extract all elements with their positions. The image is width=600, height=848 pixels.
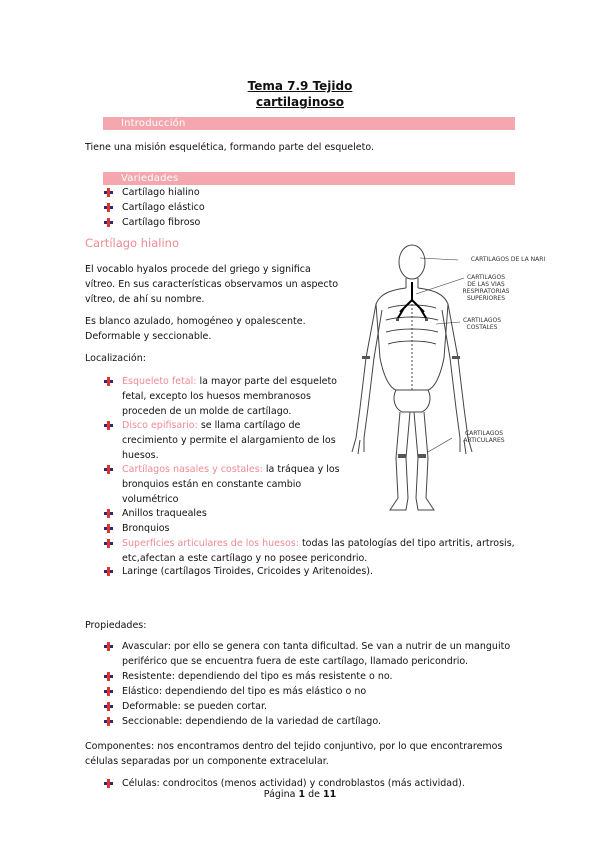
list-item: Resistente: dependiendo del tipo es más resistente o no. bbox=[122, 671, 393, 682]
figure-label-nari: CARTILAGOS DE LA NARI bbox=[470, 256, 546, 263]
figure-label-articulares: CARTILAGOS ARTICULARES bbox=[463, 430, 505, 444]
title-line-2: cartilaginoso bbox=[255, 95, 345, 109]
list-item: Deformable: se pueden cortar. bbox=[122, 701, 268, 712]
list-item: Laringe (cartílagos Tiroides, Cricoides y Aritenoides). bbox=[122, 566, 374, 577]
propiedades-label: Propiedades: bbox=[85, 620, 147, 631]
bullet-icon bbox=[104, 203, 114, 213]
bullet-icon bbox=[104, 687, 114, 697]
list-item-cont: huesos. bbox=[122, 450, 159, 461]
bullet-icon bbox=[104, 465, 114, 475]
title-line-1: Tema 7.9 Tejido bbox=[247, 79, 353, 93]
band-label-variedades: Variedades bbox=[121, 173, 179, 184]
list-item: Células: condrocitos (menos actividad) y condroblastos (más actividad). bbox=[122, 778, 465, 789]
bullet-icon bbox=[104, 509, 114, 519]
bullet-icon bbox=[104, 717, 114, 727]
paragraph-line: vítreo, de ahí su nombre. bbox=[85, 294, 205, 305]
section-band-intro bbox=[103, 117, 515, 130]
section-band-variedades bbox=[103, 172, 515, 185]
figure-label-vias: CARTILAGOS DE LAS VIAS RESPIRATORIAS SUPERIORES bbox=[462, 274, 510, 302]
page-footer: Página 1 de 11 bbox=[263, 789, 337, 800]
list-item: Superficies articulares de los huesos: todas las patologías del tipo artritis, artrosis, bbox=[122, 538, 515, 549]
section-heading-hialino: Cartílago hialino bbox=[85, 236, 179, 250]
band-label-intro: Introducción bbox=[121, 118, 186, 129]
list-item: Disco epifisario: se llama cartílago de bbox=[122, 420, 301, 431]
list-item: Bronquios bbox=[122, 523, 170, 534]
list-item: Cartílago fibroso bbox=[122, 217, 201, 228]
list-item: Anillos traqueales bbox=[122, 508, 207, 519]
list-item-cont: proceden de un molde de cartílago. bbox=[122, 406, 292, 417]
paragraph-line: Componentes: nos encontramos dentro del tejido conjuntivo, por lo que encontraremos bbox=[85, 741, 503, 752]
list-item: Cartílagos nasales y costales: la tráquea y los bbox=[122, 464, 340, 475]
list-item: Seccionable: dependiendo de la variedad de cartílago. bbox=[122, 716, 381, 727]
list-item-cont: fetal, excepto los huesos membranosos bbox=[122, 391, 311, 402]
list-item-cont: etc,afectan a este cartílago y no posee pericondrio. bbox=[122, 553, 368, 564]
list-item: Esqueleto fetal: la mayor parte del esqueleto bbox=[122, 376, 337, 387]
bullet-icon bbox=[104, 539, 114, 549]
paragraph-line: vítreo. En sus características observamos un aspecto bbox=[85, 279, 339, 290]
list-item: Cartílago elástico bbox=[122, 202, 205, 213]
bullet-icon bbox=[104, 524, 114, 534]
bullet-icon bbox=[104, 218, 114, 228]
paragraph-line: Es blanco azulado, homogéneo y opalescente. bbox=[85, 316, 306, 327]
localizacion-label: Localización: bbox=[85, 353, 146, 364]
bullet-icon bbox=[104, 567, 114, 577]
list-item-cont: periférico que se encuentra fuera de este cartílago, llamado pericondrio. bbox=[122, 656, 469, 667]
bullet-icon bbox=[104, 377, 114, 387]
list-item: Elástico: dependiendo del tipo es más elástico o no bbox=[122, 686, 367, 697]
list-item-cont: volumétrico bbox=[122, 494, 179, 505]
bullet-icon bbox=[104, 672, 114, 682]
intro-text: Tiene una misión esquelética, formando parte del esqueleto. bbox=[85, 142, 375, 153]
bullet-icon bbox=[104, 421, 114, 431]
paragraph-line: El vocablo hyalos procede del griego y significa bbox=[85, 264, 311, 275]
list-item: Avascular: por ello se genera con tanta dificultad. Se van a nutrir de un manguito bbox=[122, 641, 511, 652]
bullet-icon bbox=[104, 642, 114, 652]
paragraph-line: Deformable y seccionable. bbox=[85, 331, 212, 342]
list-item-cont: crecimiento y permite el alargamiento de los bbox=[122, 435, 336, 446]
figure-label-costales: CARTILAGOS COSTALES bbox=[462, 317, 502, 331]
bullet-icon bbox=[104, 188, 114, 198]
paragraph-line: células separadas por un componente extracelular. bbox=[85, 756, 329, 767]
list-item-cont: bronquios están en constante cambio bbox=[122, 479, 302, 490]
list-item: Cartílago hialino bbox=[122, 187, 200, 198]
bullet-icon bbox=[104, 702, 114, 712]
